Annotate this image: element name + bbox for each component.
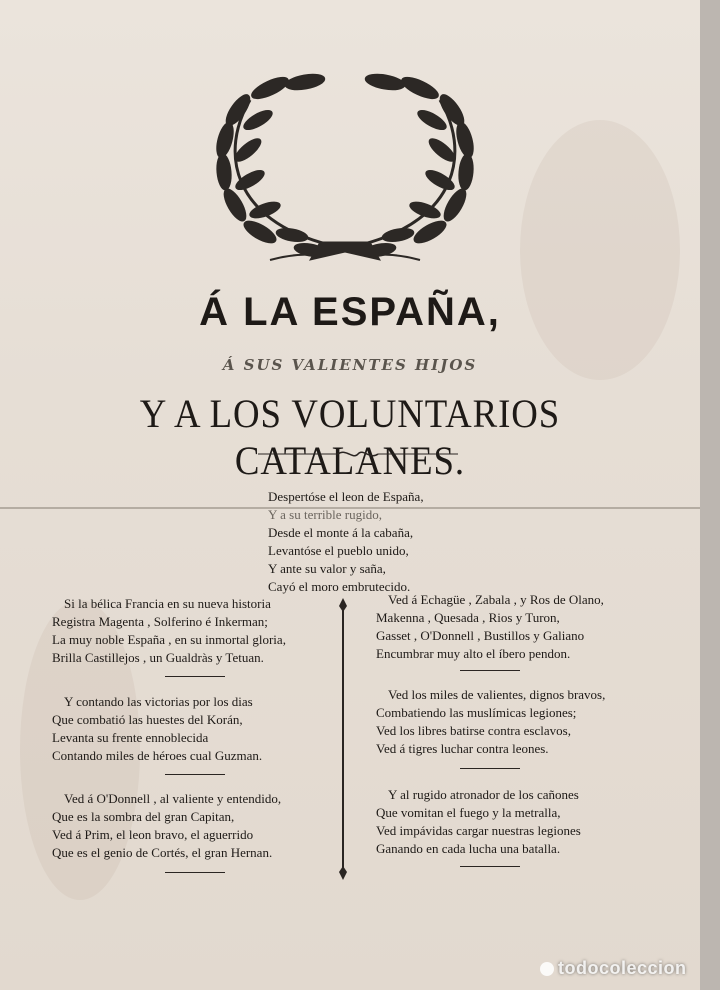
verse-line: Levanta su frente ennoblecida	[52, 730, 209, 745]
stanza-separator	[460, 768, 520, 769]
verse-line: Y contando las victorias por los dias	[64, 694, 253, 709]
verse-line: La muy noble España , en su inmortal gloria,	[52, 632, 286, 647]
column-divider	[336, 598, 350, 880]
verse-line: Ved á O'Donnell , al valiente y entendido,	[64, 791, 282, 806]
verse-line: Desde el monte á la cabaña,	[268, 525, 414, 540]
intro-stanza	[268, 488, 424, 596]
right-stanza-2	[376, 686, 605, 758]
title-line-1: Á LA ESPAÑA,	[199, 290, 501, 334]
verse-line: Que es el genio de Cortés, el gran Hernan.	[52, 845, 273, 860]
verse-line: Levantóse el pueblo unido,	[268, 543, 409, 558]
verse-line: Que es la sombra del gran Capitan,	[52, 809, 235, 824]
left-stanza-1	[52, 595, 286, 667]
watermark	[540, 958, 687, 979]
verse-line: Registra Magenta , Solferino é Inkerman;	[52, 614, 268, 629]
title-line-2: Á SUS VALIENTES HIJOS	[222, 356, 478, 374]
title-line-3: Y A LOS VOLUNTARIOS CATALANES.	[139, 391, 561, 483]
verse-line: Encumbrar muy alto el íbero pendon.	[376, 646, 571, 661]
verse-line: Ved á tigres luchar contra leones.	[376, 741, 549, 756]
stanza-separator	[460, 670, 520, 671]
left-stanza-2	[52, 693, 262, 765]
laurel-wreath-illustration	[210, 70, 480, 270]
stanza-separator	[165, 872, 225, 873]
verse-line: Brilla Castillejos , un Gualdràs y Tetuan.	[52, 650, 264, 665]
verse-line: Combatiendo las muslímicas legiones;	[376, 705, 577, 720]
verse-line: Ved los miles de valientes, dignos bravos,	[388, 687, 606, 702]
right-stanza-1	[376, 591, 604, 663]
background-edge	[700, 0, 720, 990]
stanza-separator	[460, 866, 520, 867]
verse-line: Que combatió las huestes del Korán,	[52, 712, 243, 727]
verse-line: Ved á Prim, el leon bravo, el aguerrido	[52, 827, 254, 842]
stanza-separator	[165, 676, 225, 677]
left-stanza-3	[52, 790, 281, 862]
watermark-logo-icon	[540, 962, 554, 976]
verse-line: Contando miles de héroes cual Guzman.	[52, 748, 263, 763]
right-stanza-3	[376, 786, 581, 858]
watermark-text: todocoleccion	[558, 958, 687, 978]
verse-line: Que vomitan el fuego y la metralla,	[376, 805, 561, 820]
stanza-separator	[165, 774, 225, 775]
verse-line: Gasset , O'Donnell , Bustillos y Galiano	[376, 628, 585, 643]
verse-line: Y al rugido atronador de los cañones	[388, 787, 579, 802]
verse-line: Despertóse el leon de España,	[268, 489, 424, 504]
verse-line: Y ante su valor y saña,	[268, 561, 386, 576]
verse-line: Ganando en cada lucha una batalla.	[376, 841, 561, 856]
verse-line: Makenna , Quesada , Rios y Turon,	[376, 610, 560, 625]
paper-stain	[520, 120, 680, 380]
verse-line: Ved á Echagüe , Zabala , y Ros de Olano,	[388, 592, 604, 607]
verse-line: Cayó el moro embrutecido.	[268, 579, 411, 594]
verse-line: Y a su terrible rugido,	[268, 507, 382, 522]
ornamental-divider	[258, 448, 458, 460]
verse-line: Si la bélica Francia en su nueva historia	[64, 596, 271, 611]
verse-line: Ved impávidas cargar nuestras legiones	[376, 823, 581, 838]
verse-line: Ved los libres batirse contra esclavos,	[376, 723, 571, 738]
